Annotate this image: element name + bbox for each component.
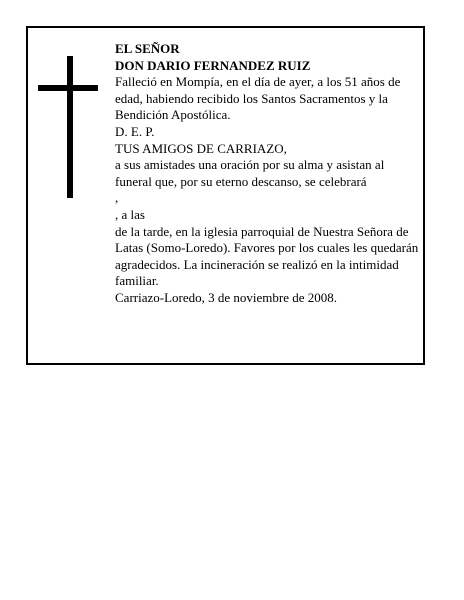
obituary-notice [26, 26, 425, 365]
heading-title: EL SEÑOR [115, 41, 180, 56]
cross-vertical-bar [67, 56, 73, 198]
request-paragraph: a sus amistades una oración por su alma y asistan al funeral que, por su eterno descanso, se celebrará [115, 157, 385, 189]
obituary-text [115, 41, 421, 307]
cross-horizontal-bar [38, 85, 98, 91]
deceased-name: DON DARIO FERNANDEZ RUIZ [115, 57, 311, 73]
ceremony-paragraph: de la tarde, en la iglesia parroquial de Nuestra Señora de Latas (Somo-Loredo). Favores por los cuales les quedarán agradecidos. La incineración se realizó en la intimidad familiar. [115, 223, 419, 289]
place-date-line: Carriazo-Loredo, 3 de noviembre de 2008. [115, 289, 338, 305]
comma-line: , [115, 190, 119, 206]
time-line: , a las [115, 206, 145, 222]
family-line: TUS AMIGOS DE CARRIAZO, [115, 140, 287, 156]
death-paragraph: Falleció en Mompía, en el día de ayer, a los 51 años de edad, habiendo recibido los Santos Sacramentos y la Bendición Apostólica. [115, 74, 401, 123]
dep-line: D. E. P. [115, 123, 155, 139]
